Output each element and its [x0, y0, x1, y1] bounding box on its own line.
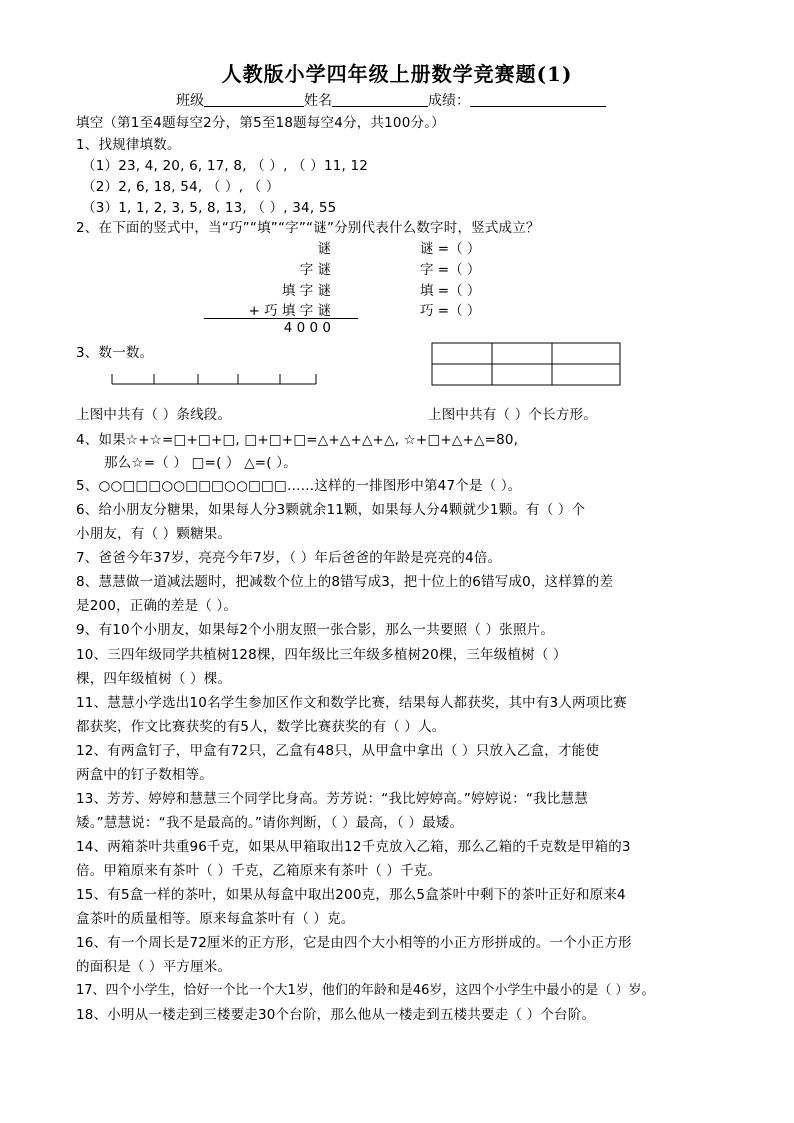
q14-line-1: 14、两箱茶叶共重96千克，如果从甲箱取出12千克放入乙箱，那么乙箱的千克数是甲箱的3 — [76, 839, 631, 855]
q10-line-2: 棵，四年级植树（ ）棵。 — [76, 671, 232, 687]
page-title: 人教版小学四年级上册数学竞赛题(1) — [221, 62, 573, 86]
q4-line-2: 那么☆=（ ） □=( ） △=( ）。 — [104, 455, 297, 471]
q12-line-2: 两盒中的钉子数相等。 — [76, 767, 213, 783]
score-blank[interactable] — [470, 92, 606, 107]
class-blank[interactable] — [204, 92, 304, 107]
q1-part-1: （1）23, 4, 20, 6, 17, 8, （ ）, （ ）11, 12 — [82, 158, 369, 174]
q2-vertical-result: 4 0 0 0 — [283, 320, 331, 336]
q1-part-2: （2）2, 6, 18, 54, （ ）, （ ） — [82, 179, 280, 195]
q4-line-1: 4、如果☆+☆=□+□+□, □+□+□=△+△+△+△, ☆+□+△+△=80, — [76, 432, 519, 448]
q2-answer-mi: 谜 =（ ） — [420, 241, 481, 257]
student-info-row — [176, 90, 606, 110]
instructions: 填空（第1至4题每空2分，第5至18题每空4分，共100分。） — [76, 115, 445, 131]
q7: 7、爸爸今年37岁，亮亮今年7岁，（ ）年后爸爸的年龄是亮亮的4倍。 — [76, 550, 502, 566]
q13-line-2: 矮。”慧慧说：“我不是最高的。”请你判断，（ ）最高，（ ）最矮。 — [76, 815, 464, 831]
q3-segments-answer: 上图中共有（ ）条线段。 — [76, 407, 232, 423]
q2-sum-rule — [204, 318, 358, 319]
class-label: 班级 — [176, 93, 204, 109]
q10-line-1: 10、三四年级同学共植树128棵，四年级比三年级多植树20棵，三年级植树（ ） — [76, 647, 567, 663]
q1-part-3: （3）1, 1, 2, 3, 5, 8, 13, （ ）, 34, 55 — [82, 200, 337, 216]
q2-answer-qiao: 巧 =（ ） — [420, 303, 481, 319]
q15-line-2: 盒茶叶的质量相等。原来每盒茶叶有（ ）克。 — [76, 911, 355, 927]
q3-rectangles-answer: 上图中共有（ ）个长方形。 — [428, 407, 597, 423]
q5: 5、○○□□□○○□□□○○□□□……这样的一排图形中第47个是（ ）。 — [76, 478, 522, 494]
q12-line-1: 12、有两盒钉子，甲盒有72只，乙盒有48只，从甲盒中拿出（ ）只放入乙盒，才能使 — [76, 743, 600, 759]
q15-line-1: 15、有5盒一样的茶叶，如果从每盒中取出200克，那么5盒茶叶中剩下的茶叶正好和原来4 — [76, 887, 626, 903]
q3-title: 3、数一数。 — [76, 345, 154, 361]
q14-line-2: 倍。甲箱原来有茶叶（ ）千克，乙箱原来有茶叶（ ）千克。 — [76, 863, 442, 879]
q2-title: 2、在下面的竖式中，当“巧”“填”“字”“谜”分别代表什么数字时，竖式成立？ — [76, 220, 540, 236]
q18: 18、小明从一楼走到三楼要走30个台阶，那么他从一楼走到五楼共要走（ ）个台阶。 — [76, 1007, 596, 1023]
q2-answer-zi: 字 =（ ） — [420, 262, 481, 278]
q2-vertical-row-2: 字 谜 — [299, 262, 331, 278]
q8-line-1: 8、慧慧做一道减法题时，把减数个位上的8错写成3，把十位上的6错写成0，这样算的差 — [76, 574, 614, 590]
q6-line-1: 6、给小朋友分糖果，如果每人分3颗就余11颗，如果每人分4颗就少1颗。有（ ）个 — [76, 502, 586, 518]
q2-vertical-row-3: 填 字 谜 — [281, 283, 331, 299]
q8-line-2: 是200，正确的差是（ ）。 — [76, 598, 238, 614]
q16-line-1: 16、有一个周长是72厘米的正方形，它是由四个大小相等的小正方形拼成的。一个小正方形 — [76, 935, 632, 951]
score-label: 成绩： — [428, 93, 470, 109]
q11-line-1: 11、慧慧小学选出10名学生参加区作文和数学比赛，结果每人都获奖，其中有3人两项比赛 — [76, 695, 627, 711]
q2-vertical-row-1: 谜 — [317, 241, 331, 257]
q1-title: 1、找规律填数。 — [76, 137, 181, 153]
q6-line-2: 小朋友，有（ ）颗糖果。 — [76, 526, 232, 542]
q11-line-2: 都获奖，作文比赛获奖的有5人，数学比赛获奖的有（ ）人。 — [76, 719, 446, 735]
q17: 17、四个小学生，恰好一个比一个大1岁，他们的年龄和是46岁，这四个小学生中最小的是（ ）岁。 — [76, 983, 655, 998]
rectangles-figure — [430, 340, 622, 388]
name-label: 姓名 — [304, 93, 332, 109]
name-blank[interactable] — [332, 92, 428, 107]
q9: 9、有10个小朋友，如果每2个小朋友照一张合影，那么一共要照（ ）张照片。 — [76, 622, 555, 638]
line-segments-figure — [104, 370, 320, 390]
q2-vertical-row-4: + 巧 填 字 谜 — [248, 303, 331, 319]
q2-answer-tian: 填 =（ ） — [420, 283, 481, 299]
q16-line-2: 的面积是（ ）平方厘米。 — [76, 959, 232, 975]
q13-line-1: 13、芳芳、婷婷和慧慧三个同学比身高。芳芳说：“我比婷婷高。”婷婷说：“我比慧慧 — [76, 791, 588, 807]
